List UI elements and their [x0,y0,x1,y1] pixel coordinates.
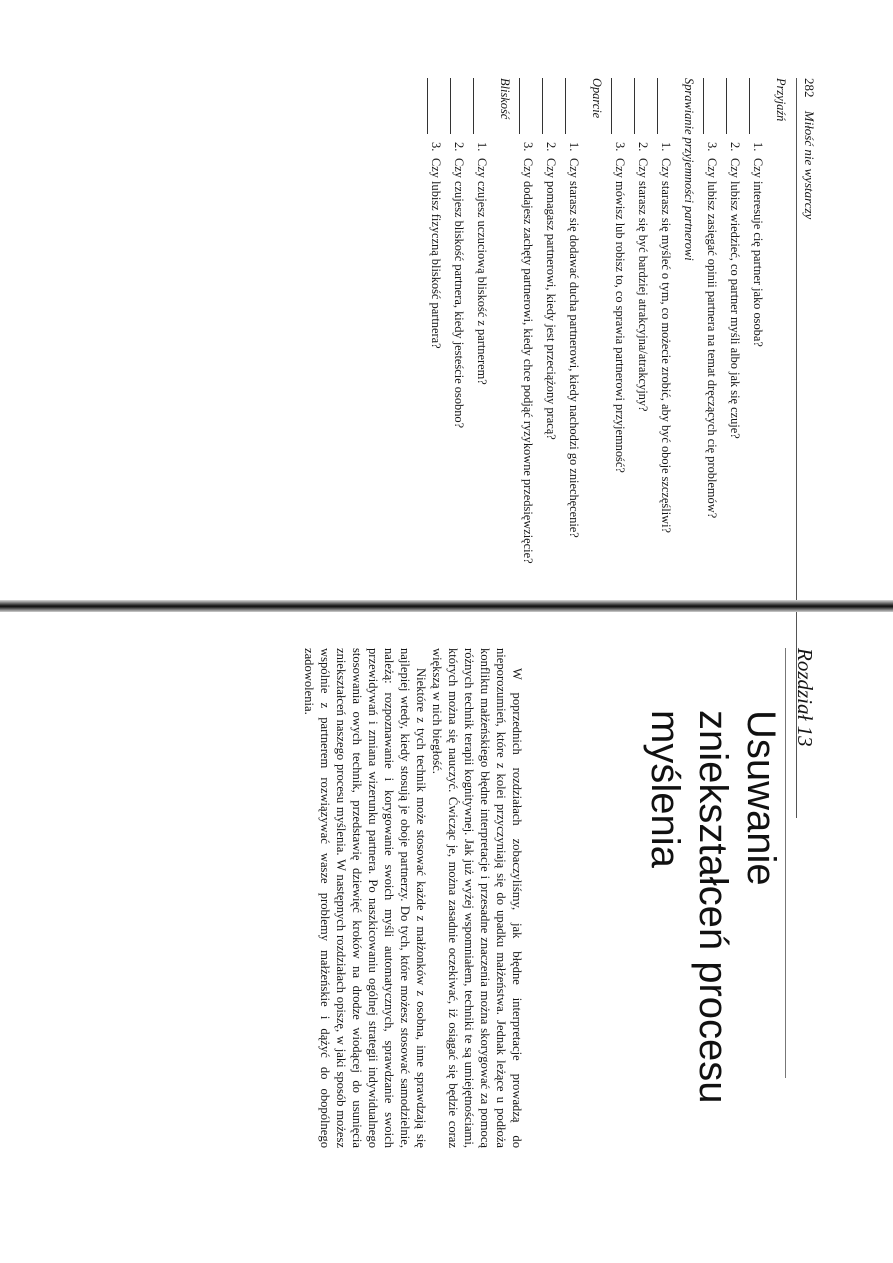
question-number: 1. [751,142,765,152]
section-bliskosc [427,78,513,578]
questionnaire [421,78,793,578]
answer-line [657,78,658,134]
question-text: Czy czujesz uczuciową bliskość z partnerem? [475,158,489,385]
question-text: Czy mówisz lub robisz to, co sprawia partnerowi przyjemność? [613,158,627,473]
question-row [473,78,490,578]
left-page [0,0,893,600]
question-number: 3. [613,142,627,152]
question-number: 3. [429,142,443,152]
body-paragraph: W poprzednich rozdziałach zobaczyliśmy, jak błędne interpretacje prowadzą do nieporozumień, które z kolei przyczyniają się do upadku małżeństwa. Jednak leżące u podłoża konfliktu małżeńskiego błędne interpretacje i przesadne znaczenia można skorygować za pomocą różnych technik terapii kognitywnej. Jak już wyżej wspomniałem, techniki te są umiejętnościami, których można się nauczyć. Ćwicząc je, można zasadnie oczekiwać, iż osiągać się będzie coraz większą w nich biegłość. [430,648,524,1148]
question-number: 2. [452,142,466,152]
section-oparcie [519,78,605,578]
body-paragraph: Niektóre z tych technik może stosować każde z małżonków z osobna, inne sprawdzają się najlepiej wtedy, kiedy stosują je oboje partnerzy. Do tych, które możesz stosować samodzielnie, należą: rozpoznawanie i korygowanie swoich myśli automatycznych, sprawdzanie swoich przewidywań i zmiana wizerunku partnera. Po naszkicowaniu ogólnej strategii indywidualnego stosowania owych technik, przedstawię dziewięć kroków na drodze wiodącej do usunięcia zniekształceń naszego procesu myślenia. W następnych rozdziałach opiszę, w jaki sposób możesz wspólnie z partnerem rozwiązywać wasze problemy małżeńskie i dążyć do obopólnego zadowolenia. [302,648,428,1148]
section-label: Przyjaźń [774,78,788,122]
question-number: 2. [636,142,650,152]
section-label: Oparcie [590,78,604,119]
answer-line [611,78,612,134]
question-row [703,78,720,578]
answer-line [703,78,704,134]
question-number: 2. [728,142,742,152]
chapter-title-line: zniekształceń procesu [691,710,735,1104]
question-row [726,78,743,578]
question-number: 1. [567,142,581,152]
question-text: Czy interesuje cię partner jako osoba? [751,158,765,347]
question-text: Czy dodajesz zachęty partnerowi, kiedy chce podjąć ryzykowne przedsięwzięcie? [521,158,535,564]
question-number: 2. [544,142,558,152]
question-row [427,78,444,578]
question-number: 3. [705,142,719,152]
running-title: Miłość nie wystarczy [802,110,817,220]
section-przyjazn [703,78,789,578]
question-text: Czy lubisz wiedzieć, co partner myśli albo jak się czuje? [728,158,742,439]
question-text: Czy czujesz bliskość partnera, kiedy jesteście osobno? [452,158,466,429]
question-number: 1. [475,142,489,152]
question-text: Czy lubisz fizyczną bliskość partnera? [429,158,443,349]
question-text: Czy starasz się być bardziej atrakcyjna/atrakcyjny? [636,158,650,412]
answer-line [450,78,451,134]
answer-line [542,78,543,134]
chapter-label: Rozdział 13 [785,648,817,1078]
question-row [565,78,582,578]
question-row [542,78,559,578]
page-number: 282 [802,78,817,98]
question-row [749,78,766,578]
question-text: Czy starasz się myśleć o tym, co możecie zrobić, aby być oboje szczęśliwi? [659,158,673,534]
chapter-title-line: Usuwanie [739,710,783,886]
section-label: Sprawianie przyjemności partnerowi [682,78,696,261]
answer-line [565,78,566,134]
question-row [657,78,674,578]
book-gutter [0,600,893,612]
answer-line [427,78,428,134]
question-row [611,78,628,578]
answer-line [634,78,635,134]
answer-line [749,78,750,134]
question-number: 1. [659,142,673,152]
question-number: 3. [521,142,535,152]
answer-line [519,78,520,134]
question-row [519,78,536,578]
question-text: Czy lubisz zasięgać opinii partnera na temat dręczących cię problemów? [705,158,719,519]
section-sprawianie-przyjemnosci [611,78,697,578]
answer-line [726,78,727,134]
chapter-body [301,648,525,1148]
chapter-title-line: myślenia [643,710,687,868]
question-text: Czy starasz się dodawać ducha partnerowi, kiedy nachodzi go zniechęcenie? [567,158,581,538]
answer-line [473,78,474,134]
question-row [450,78,467,578]
question-text: Czy pomagasz partnerowi, kiedy jest przeciążony pracą? [544,158,558,440]
right-page [0,612,893,1263]
chapter-title [641,710,785,1230]
question-row [634,78,651,578]
section-label: Bliskość [498,78,512,120]
